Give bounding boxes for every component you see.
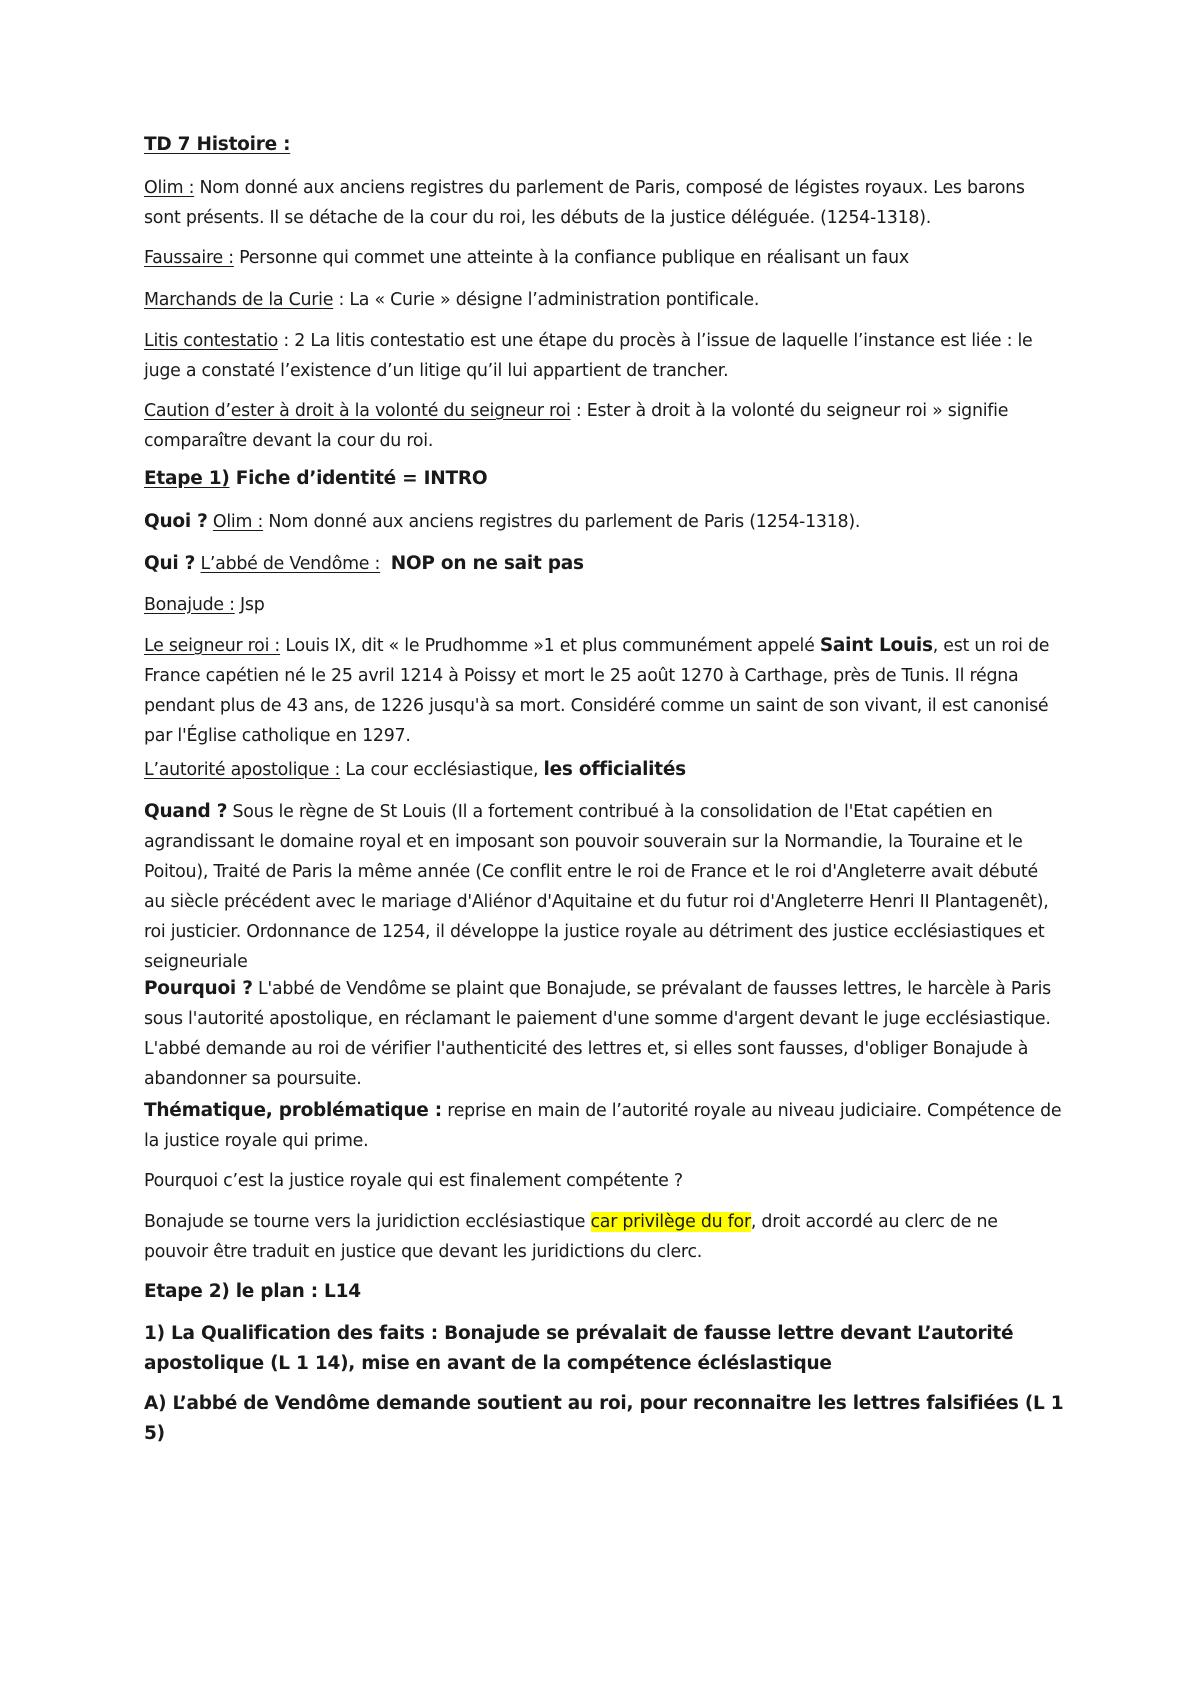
- marchands-term: Marchands de la Curie: [144, 290, 334, 310]
- thematique-paragraph: [144, 1096, 1064, 1156]
- bonajude-line: [144, 590, 1064, 620]
- litis-term: Litis contestatio: [144, 331, 279, 351]
- qui-term: L’abbé de Vendôme :: [200, 554, 381, 574]
- bonajude-text: Jsp: [234, 595, 265, 615]
- bonajude-tourne-after: , droit accordé au clerc de ne pouvoir être traduit en justice que devant les juridictions du clerc.: [144, 1212, 998, 1262]
- pourquoi-text: L'abbé de Vendôme se plaint que Bonajude, se prévalant de fausses lettres, le harcèle à Paris sous l'autorité apostolique, en réclamant le paiement d'une somme d'argent devant le juge ecclésiastique. L'abbé demande au roi de vérifier l'authenticité des lettres et, si elles sont fausses, d'obliger Bonajude à abandonner sa poursuite.: [144, 979, 1051, 1089]
- document-title: TD 7 Histoire :: [144, 134, 291, 155]
- caution-text: : Ester à droit à la volonté du seigneur roi » signifie comparaître devant la cour du roi.: [144, 401, 1009, 451]
- autorite-term: L’autorité apostolique :: [144, 760, 341, 780]
- marchands-text: : La « Curie » désigne l’administration pontificale.: [333, 290, 760, 310]
- partA-heading: A) L’abbé de Vendôme demande soutient au roi, pour reconnaitre les lettres falsifiées (L 1 5): [144, 1393, 1064, 1444]
- officialites-bold: les officialités: [543, 759, 686, 780]
- qui-line: [144, 549, 1064, 579]
- thematique-label: Thématique, problématique :: [144, 1100, 442, 1121]
- pourquoi-paragraph: [144, 974, 1064, 1094]
- seigneur-roi-definition: [144, 631, 1064, 751]
- bonajude-tourne-before: Bonajude se tourne vers la juridiction ecclésiastique: [144, 1212, 591, 1232]
- olim-term: Olim :: [144, 178, 195, 198]
- quoi-line: [144, 507, 1064, 537]
- bonajude-term: Bonajude :: [144, 595, 235, 615]
- qui-answer: NOP on ne sait pas: [390, 553, 584, 574]
- marchands-definition: [144, 285, 1064, 315]
- autorite-text: La cour ecclésiastique,: [340, 760, 544, 780]
- qui-label: Qui ?: [144, 553, 196, 574]
- quand-text: Sous le règne de St Louis (Il a fortement contribué à la consolidation de l'Etat capétien en agrandissant le domaine royal et en imposant son pouvoir souverain sur la Normandie, la Touraine et le Poitou), Traité de Paris la même année (Ce conflit entre le roi de France et le roi d'Angleterre avait débuté au siècle précédent avec le mariage d'Aliénor d'Aquitaine et du futur roi d'Angleterre Henri II Plantagenêt), roi justicier. Ordonnance de 1254, il développe la justice royale au détriment des justice ecclésiastiques et seigneuriale: [144, 802, 1049, 972]
- seigneur-text-after: , est un roi de France capétien né le 25 avril 1214 à Poissy et mort le 25 août 1270 à Carthage, près de Tunis. Il régna pendant plus de 43 ans, de 1226 jusqu'à sa mort. Considéré comme un saint de son vivant, il est canonisé par l'Église catholique en 1297.: [144, 636, 1050, 746]
- bonajude-tourne-paragraph: [144, 1207, 1064, 1267]
- part1-heading: 1) La Qualification des faits : Bonajude se prévalait de fausse lettre devant L’autorité apostolique (L 1 14), mise en avant de la compétence écléslastique: [144, 1323, 1014, 1374]
- quand-paragraph: [144, 797, 1064, 977]
- quoi-text: Nom donné aux anciens registres du parlement de Paris (1254-1318).: [263, 512, 861, 532]
- caution-definition: [144, 396, 1064, 456]
- question-line: [144, 1166, 1064, 1196]
- caution-term: Caution d’ester à droit à la volonté du seigneur roi: [144, 401, 571, 421]
- faussaire-term: Faussaire :: [144, 248, 234, 268]
- faussaire-definition: [144, 243, 1064, 273]
- faussaire-text: Personne qui commet une atteinte à la confiance publique en réalisant un faux: [233, 248, 909, 268]
- olim-definition: [144, 173, 1064, 233]
- autorite-apostolique-line: [144, 755, 1064, 785]
- etape1-label: Etape 1): [144, 468, 230, 489]
- seigneur-term: Le seigneur roi :: [144, 636, 281, 656]
- saint-louis-bold: Saint Louis: [819, 635, 933, 656]
- quoi-term: Olim :: [212, 512, 264, 532]
- etape2-heading: Etape 2) le plan : L14: [144, 1281, 361, 1302]
- litis-text: : 2 La litis contestatio est une étape du procès à l’issue de laquelle l’instance est liée : le juge a constaté l’existence d’un litige qu’il lui appartient de trancher.: [144, 331, 1033, 381]
- question-text: Pourquoi c’est la justice royale qui est finalement compétente ?: [144, 1171, 683, 1191]
- seigneur-text-before: Louis IX, dit « le Prudhomme »1 et plus communément appelé: [280, 636, 820, 656]
- litis-definition: [144, 326, 1064, 386]
- quand-label: Quand ?: [144, 801, 228, 822]
- quoi-label: Quoi ?: [144, 511, 208, 532]
- etape1-heading: [144, 464, 1064, 494]
- thematique-text: reprise en main de l’autorité royale au niveau judiciaire. Compétence de la justice royale qui prime.: [144, 1101, 1062, 1151]
- olim-text: Nom donné aux anciens registres du parlement de Paris, composé de légistes royaux. Les barons sont présents. Il se détache de la cour du roi, les débuts de la justice déléguée. (1254-1318).: [144, 178, 1025, 228]
- privilege-du-for-highlight: car privilège du for: [590, 1212, 751, 1232]
- pourquoi-label: Pourquoi ?: [144, 978, 253, 999]
- etape1-text: Fiche d’identité = INTRO: [229, 468, 488, 489]
